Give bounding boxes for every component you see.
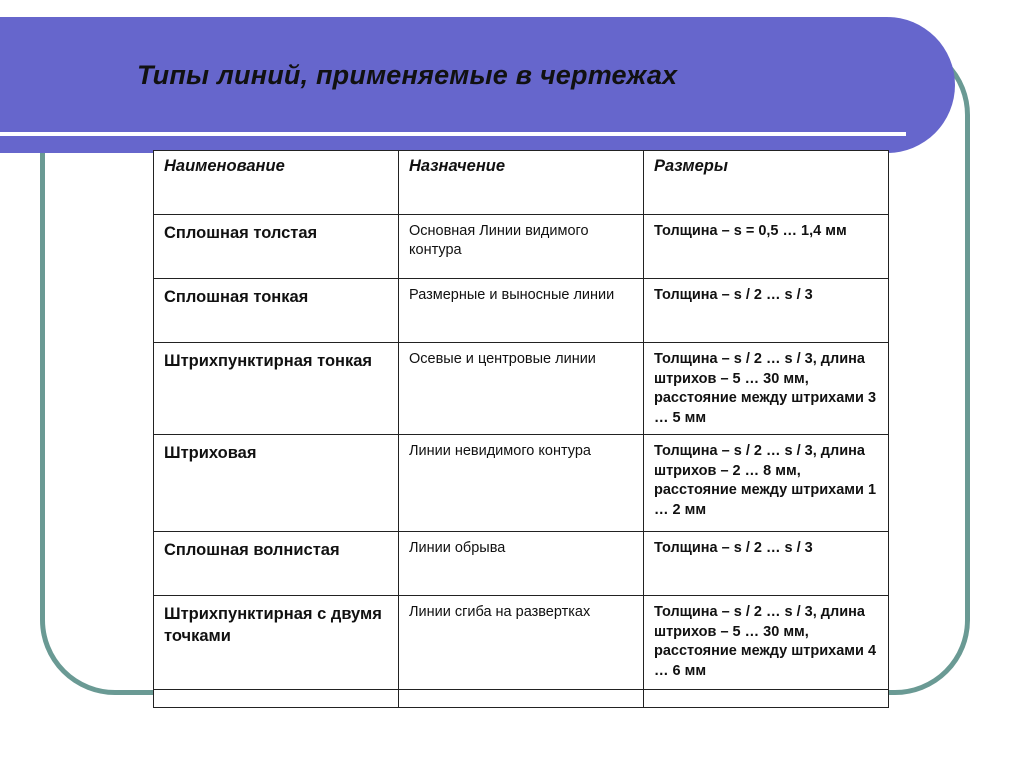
title-underline [0,132,906,136]
row-name: Сплошная волнистая [154,532,399,596]
row-purpose: Линии сгиба на развертках [399,596,644,690]
row-name: Штрихпунктирная тонкая [154,343,399,435]
table-row [154,596,889,690]
row-purpose: Осевые и центровые линии [399,343,644,435]
header-name: Наименование [154,151,399,215]
table-row [154,215,889,279]
row-size: Толщина – s / 2 … s / 3 [644,532,889,596]
header-purpose: Назначение [399,151,644,215]
row-size: Толщина – s = 0,5 … 1,4 мм [644,215,889,279]
empty-cell [154,690,399,708]
line-types-table [153,150,889,708]
table-row [154,532,889,596]
table-header-row [154,151,889,215]
table-row [154,343,889,435]
row-purpose: Линии обрыва [399,532,644,596]
row-size: Толщина – s / 2 … s / 3 [644,279,889,343]
row-name: Сплошная толстая [154,215,399,279]
row-name: Штриховая [154,435,399,532]
slide-title: Типы линий, применяемые в чертежах [137,60,678,90]
table-row-empty [154,690,889,708]
table-row [154,279,889,343]
empty-cell [644,690,889,708]
row-size: Толщина – s / 2 … s / 3, длина штрихов – 5 … 30 мм, расстояние между штрихами 4 … 6 мм [644,596,889,690]
row-purpose: Размерные и выносные линии [399,279,644,343]
row-name: Штрихпунктирная с двумя точками [154,596,399,690]
table-row [154,435,889,532]
row-size: Толщина – s / 2 … s / 3, длина штрихов – 5 … 30 мм, расстояние между штрихами 3 … 5 мм [644,343,889,435]
row-purpose: Линии невидимого контура [399,435,644,532]
header-size: Размеры [644,151,889,215]
row-purpose: Основная Линии видимого контура [399,215,644,279]
row-size: Толщина – s / 2 … s / 3, длина штрихов – 2 … 8 мм, расстояние между штрихами 1 … 2 мм [644,435,889,532]
row-name: Сплошная тонкая [154,279,399,343]
empty-cell [399,690,644,708]
